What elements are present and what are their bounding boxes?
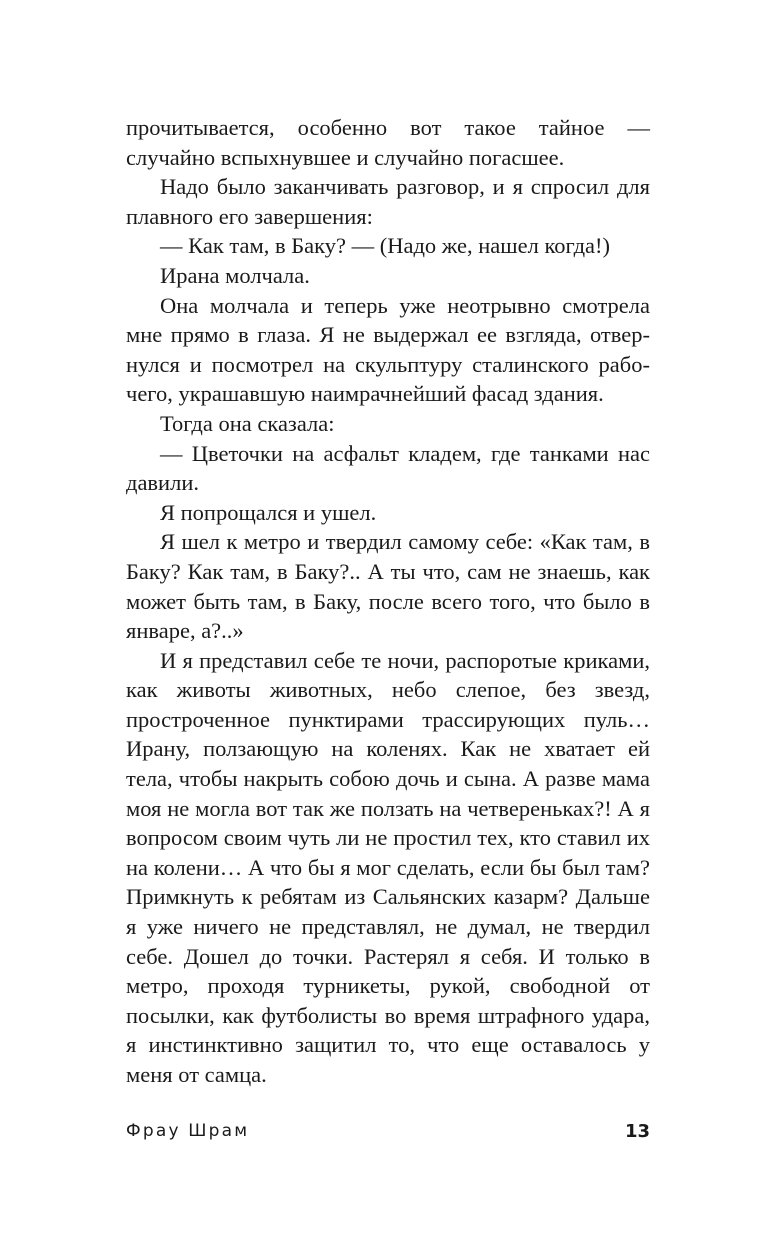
paragraph: Тогда она сказала: [160, 410, 335, 436]
dialogue-line: — Цветочки на асфальт кладем, где танками нас давили. [126, 440, 650, 496]
paragraph: Ирана молчала. [160, 262, 310, 288]
paragraph: И я представил себе те ночи, распоротые криками, как животы животных, небо слепое, без звезд, простроченное пунктирами трассирующих пуль… Ирану, ползающую на коленях. Как не хватает ей тела, чтобы накрыть собою дочь и сына. А разве мама моя не могла вот так же ползать на четвереньках?! А я вопросом своим чуть ли не простил тех, кто ставил их на колени… А что бы я мог сделать, если бы был там? Примкнуть к ребятам из Сальянских казарм? Дальше я уже ничего не представлял, не думал, не твердил себе. Дошел до точки. Растерял я себя. И только в метро, проходя турникеты, рукой, свободной от посылки, как футболисты во время штрафного удара, я инстинктивно защитил то, что еще оставалось у меня от самца. [126, 647, 650, 1087]
dialogue-line: — Как там, в Баку? — (Надо же, нашел когда!) [160, 233, 611, 259]
paragraph: прочитывается, особенно вот такое тайное — случайно вспыхнувшее и случайно погасшее. [126, 115, 650, 170]
running-title: Фрау Шрам [126, 1121, 250, 1141]
body-text [126, 113, 650, 1090]
paragraph: Она молчала и теперь уже неотрывно смотрела мне прямо в глаза. Я не выдержал ее взгляда, отвернулся и посмотрел на скульптуру сталинского рабочего, украшавшую наимрачнейший фасад здания. [126, 292, 650, 407]
page-footer [126, 1121, 650, 1149]
paragraph: Я попрощался и ушел. [160, 499, 377, 525]
page-number: 13 [624, 1121, 650, 1142]
paragraph: Надо было заканчивать разговор, и я спросил для плавного его завершения: [126, 174, 650, 229]
paragraph: Я шел к метро и твердил самому себе: «Как там, в Баку? Как там, в Баку?.. А ты что, сам не знаешь, как может быть там, в Баку, после всего того, что было в январе, а?..» [126, 529, 650, 644]
